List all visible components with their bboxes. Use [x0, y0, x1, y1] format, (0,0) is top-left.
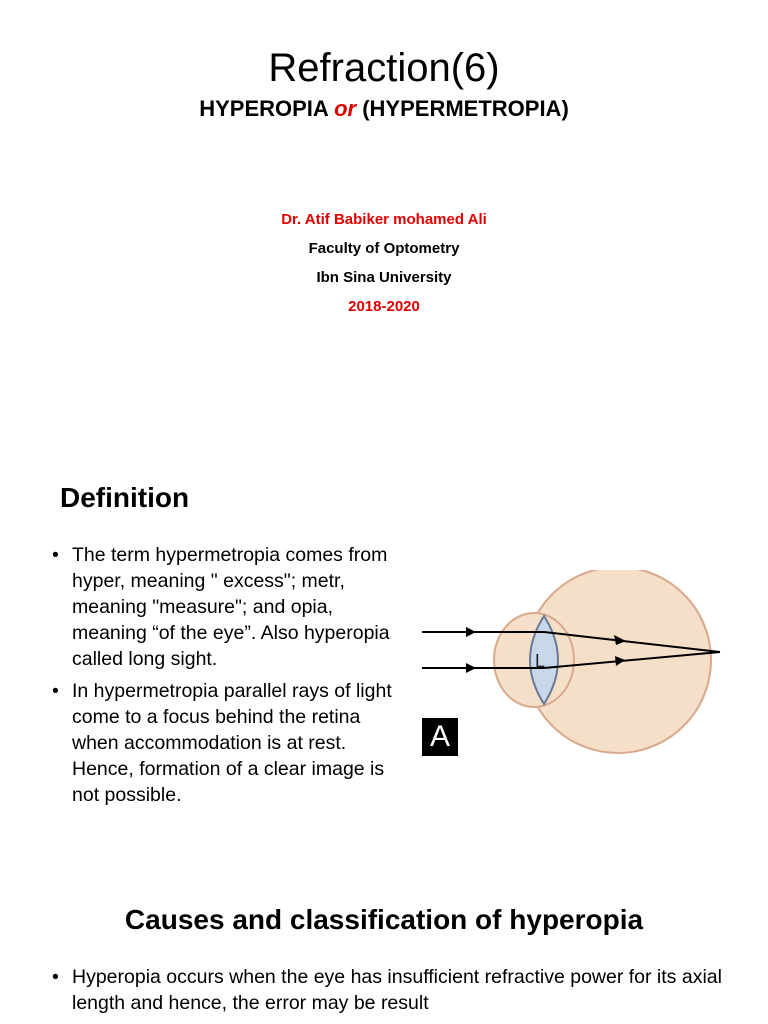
title-slide: [0, 0, 768, 430]
causes-list: [50, 964, 730, 1022]
causes-heading: Causes and classification of hyperopia: [124, 904, 644, 935]
eye-diagram-svg: [422, 570, 734, 756]
subtitle-hyperopia: HYPEROPIA: [199, 96, 335, 121]
slide-title: Refraction(6): [268, 46, 500, 90]
author-name: Dr. Atif Babiker mohamed Ali: [281, 211, 487, 228]
academic-years: 2018-2020: [348, 298, 420, 315]
lens-label: L: [535, 651, 546, 671]
hyperopia-eye-diagram: [422, 570, 734, 756]
definition-list: [50, 542, 395, 814]
subtitle-hypermetropia: (HYPERMETROPIA): [356, 96, 569, 121]
slide-subtitle: [0, 96, 768, 122]
subtitle-or: or: [334, 96, 357, 121]
figure-label: A: [422, 718, 458, 756]
university-name: Ibn Sina University: [316, 269, 452, 286]
faculty-name: Faculty of Optometry: [308, 240, 460, 257]
causes-bullet: • Hyperopia occurs when the eye has insufficient refractive power for its axial length and hence, the error may be result: [50, 964, 730, 1016]
definition-bullet: • In hypermetropia parallel rays of light come to a focus behind the retina when accommodation is at rest. Hence, formation of a clear image is not possible.: [50, 678, 395, 808]
definition-slide: [0, 452, 768, 862]
definition-heading: Definition: [60, 482, 190, 513]
arrowhead-icon: [466, 663, 476, 673]
definition-bullet: • The term hypermetropia comes from hyper, meaning " excess"; metr, meaning "measure"; and opia, meaning “of the eye”. Also hyperopia called long sight.: [50, 542, 395, 672]
arrowhead-icon: [466, 627, 476, 637]
causes-slide: [0, 884, 768, 1024]
